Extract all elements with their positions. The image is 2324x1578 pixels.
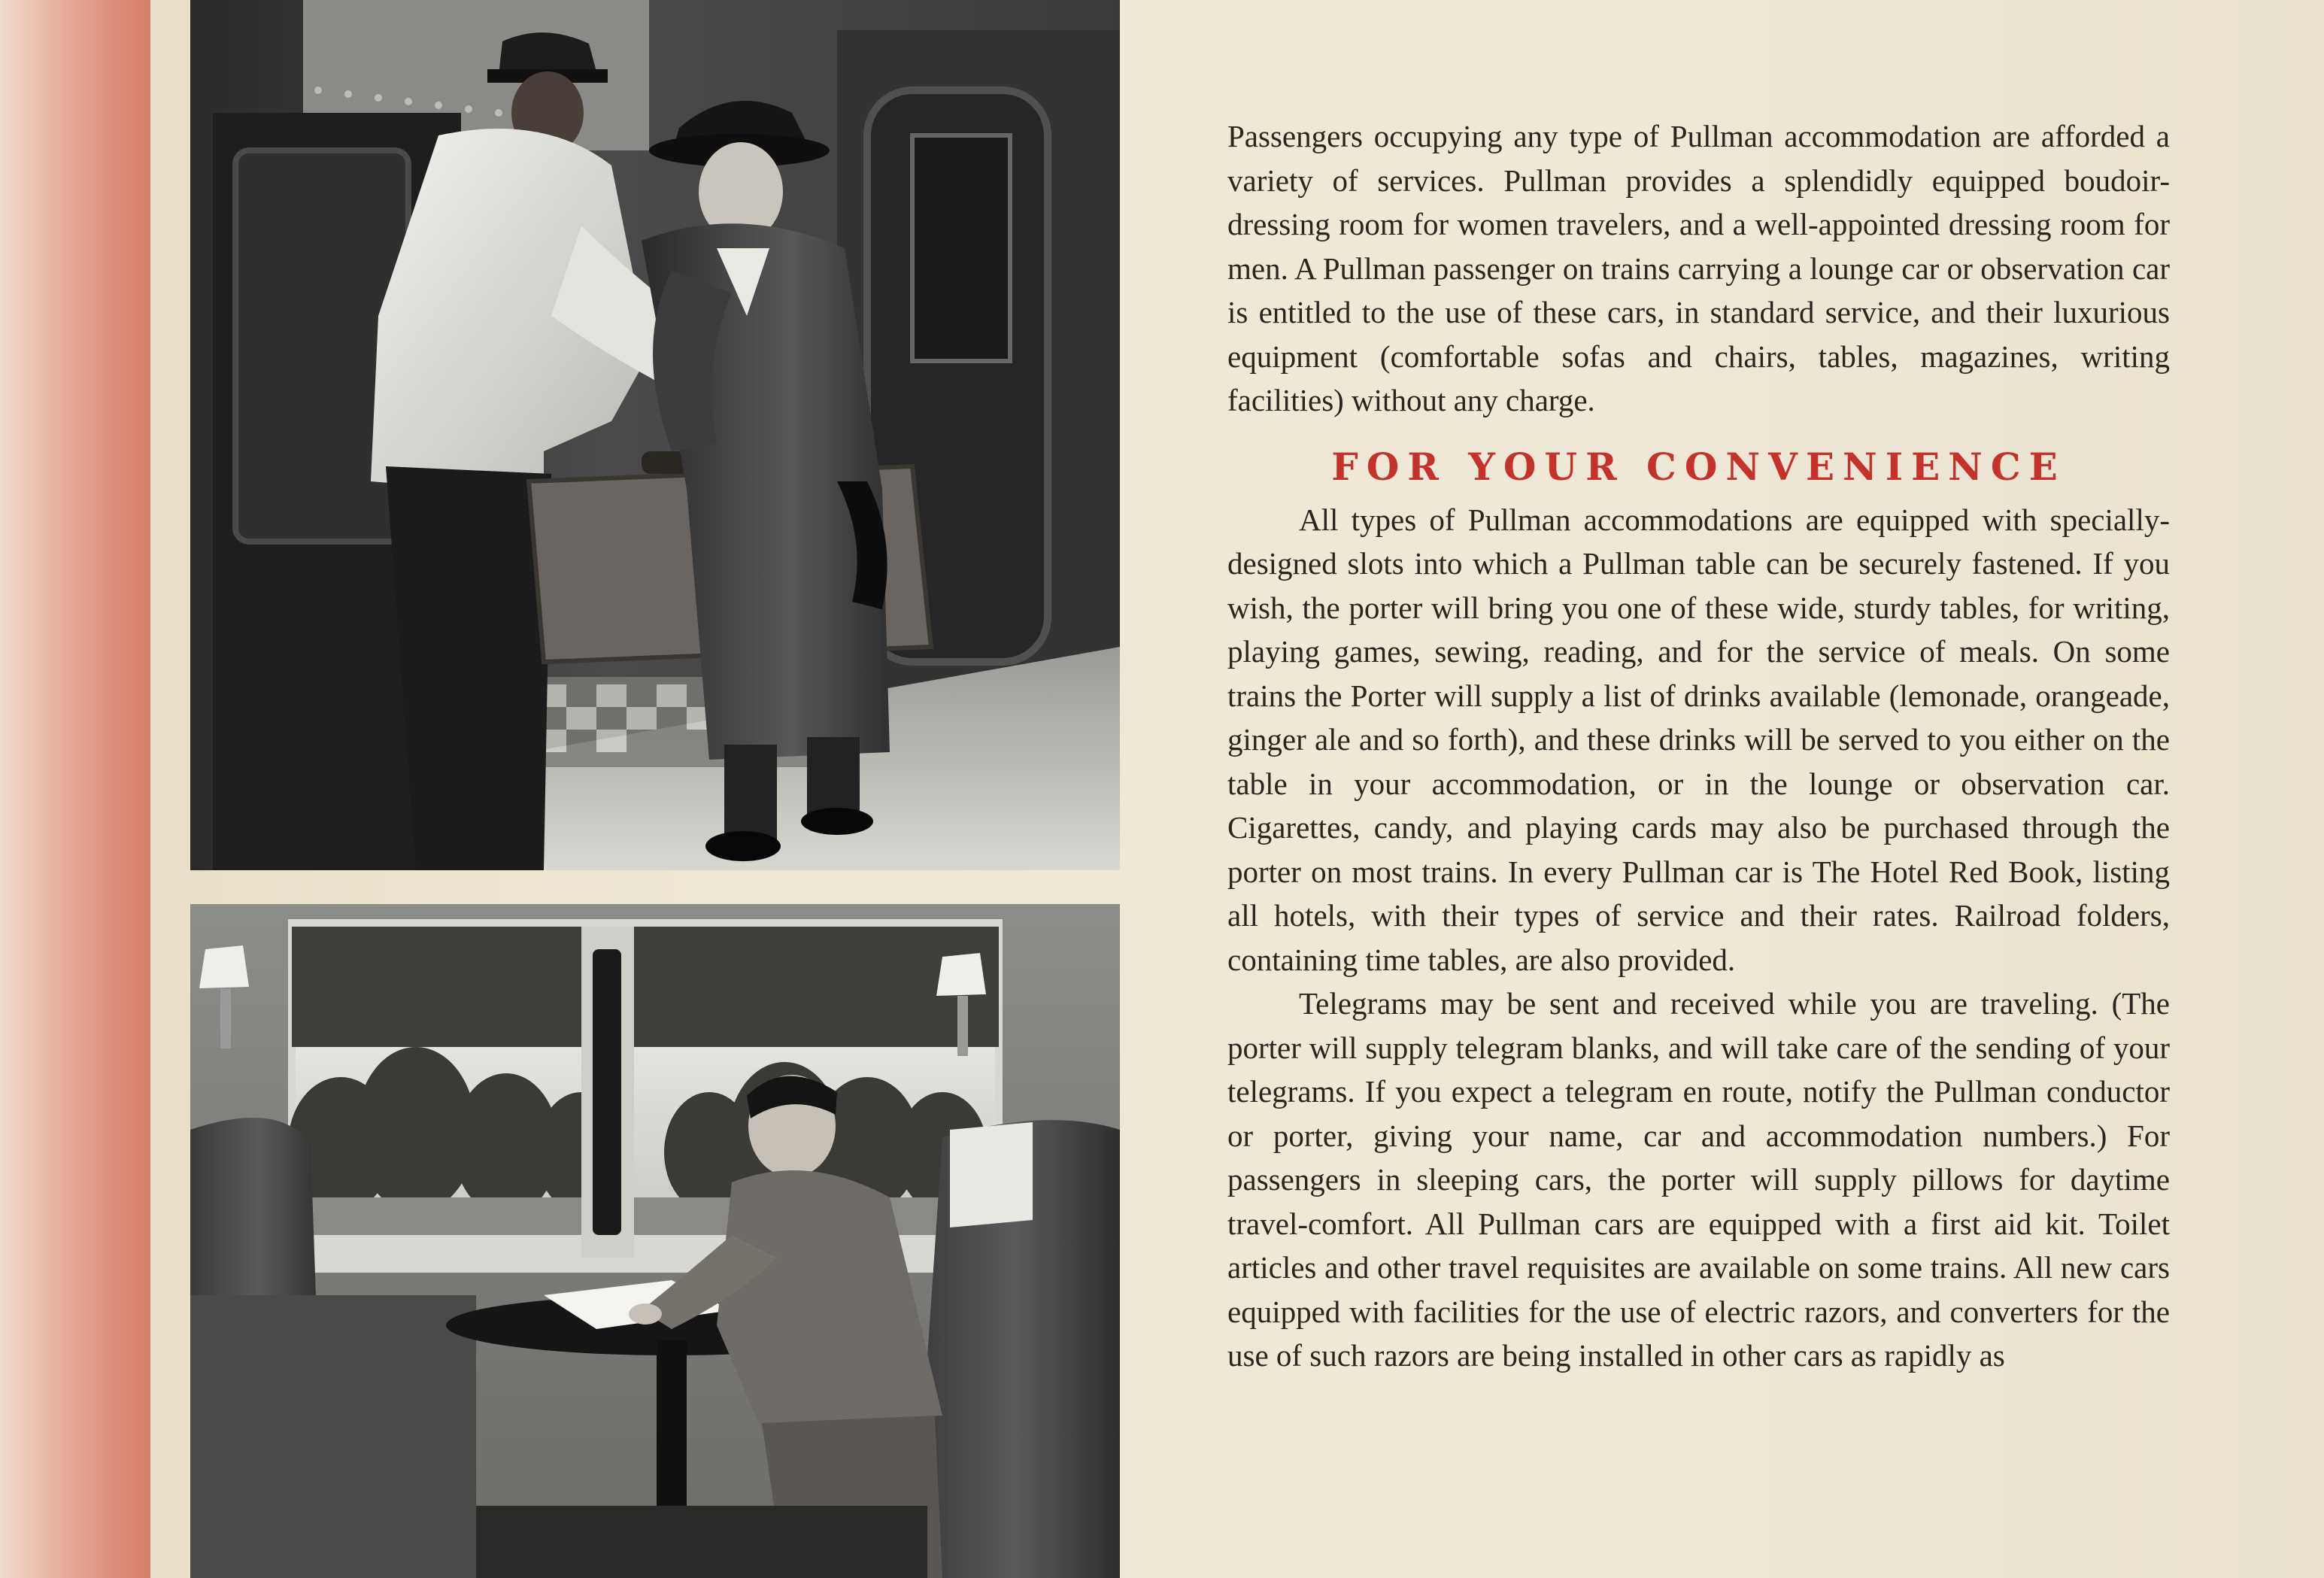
porter-greeting-passenger-photo [190, 0, 1120, 870]
convenience-paragraph: All types of Pullman accommodations are equipped with specially-designed slots into which a Pullman table can be securely fastened. If you wish, the porter will bring you one of these wide, sturdy tables, for writing, playing games, sewing, reading, and for the service of meals. On some trains the Porter will supply a list of drinks available (lemonade, orangeade, ginger ale and so forth), and these drinks will be served to you either on the table in your accommodation, or in the lounge or observation car. Cigarettes, candy, and playing cards may also be purchased through the porter on most trains. In every Pullman car is The Hotel Red Book, listing all hotels, with their types of service and their rates. Railroad folders, containing time tables, are also provided. [1227, 502, 2170, 977]
telegram-paragraph: Telegrams may be sent and received while you are traveling. (The porter will supply telegram blanks, and will take care of the sending of your telegrams. If you expect a telegram en route, notify the Pullman conductor or porter, giving your name, car and accommodation numbers.) For passengers in sleeping cars, the porter will supply pillows for daytime travel-comfort. All Pullman cars are equipped with a first aid kit. Toilet articles and other travel requisites are available on some trains. All new cars equipped with facilities for the use of electric razors, and converters for the use of such razors are being installed in other cars as rapidly as [1227, 986, 2170, 1373]
red-margin-strip [0, 0, 150, 1578]
intro-paragraph: Passengers occupying any type of Pullman accommodation are afforded a variety of services. Pullman provides a splendidly equipped boudoir-dressing room for women travelers, and a well-appointed dressing room for men. A Pullman passenger on trains carrying a lounge car or observation car is entitled to the use of these cars, in standard service, and their luxurious equipment (comfortable sofas and chairs, tables, magazines, writing facilities) without any charge. [1227, 119, 2170, 417]
passenger-writing-at-table-photo [190, 904, 1120, 1578]
body-text-column [1227, 114, 2170, 1378]
section-heading: FOR YOUR CONVENIENCE [1331, 444, 2066, 489]
